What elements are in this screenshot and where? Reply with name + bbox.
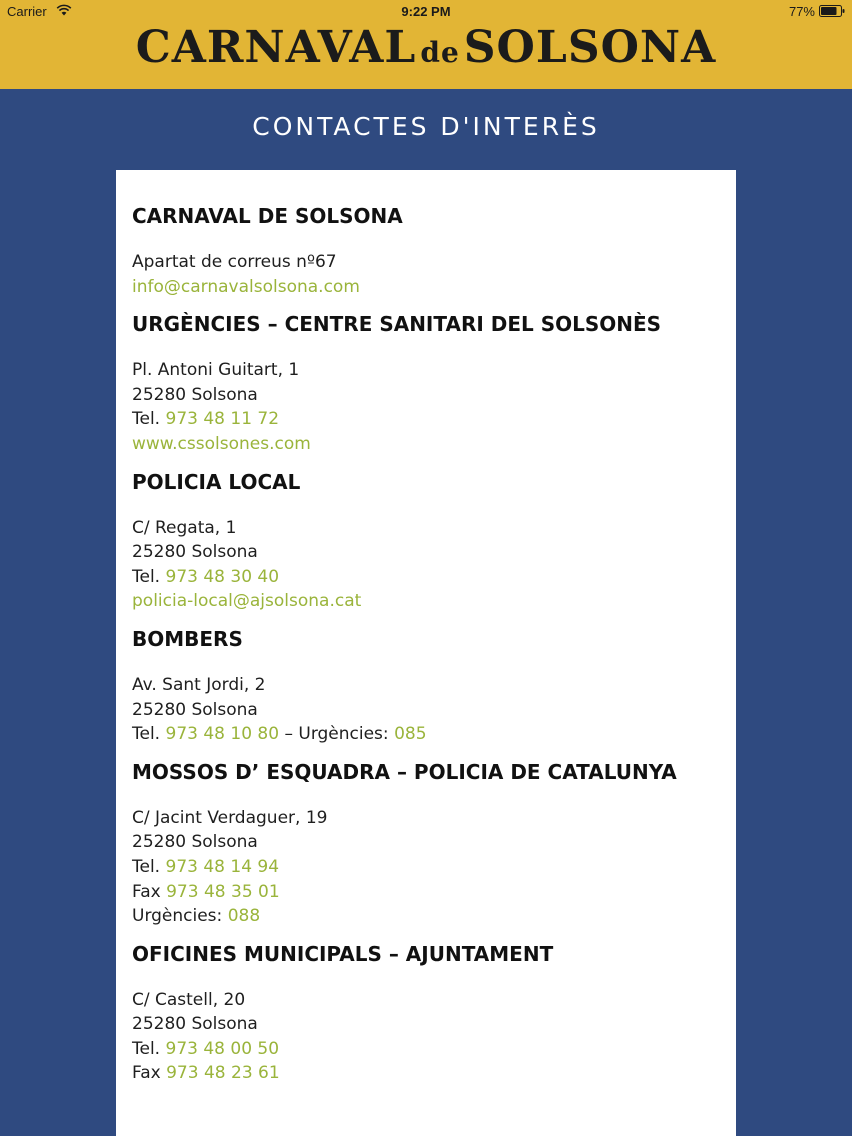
city-line: 25280 Solsona — [132, 542, 258, 563]
battery-percentage: 77% — [788, 4, 815, 19]
page-title: CONTACTES D'INTERÈS — [252, 112, 600, 141]
address-line: C/ Castell, 20 — [132, 989, 246, 1010]
contacts-card — [116, 170, 736, 1136]
fax-link[interactable]: 973 48 35 01 — [166, 881, 280, 902]
tel-label: Tel. — [132, 724, 161, 745]
contact-section-policia-local — [132, 467, 720, 614]
website-link[interactable]: www.cssolsones.com — [132, 433, 311, 454]
app-header — [0, 0, 852, 89]
carrier-label: Carrier — [7, 4, 47, 19]
logo-text-solsona: SOLSONA — [463, 22, 717, 73]
fax-link[interactable]: 973 48 23 61 — [166, 1063, 280, 1084]
address-line: Pl. Antoni Guitart, 1 — [132, 360, 300, 381]
phone-link[interactable]: 973 48 30 40 — [165, 566, 280, 587]
tel-label: Tel. — [132, 409, 161, 430]
fax-label: Fax — [132, 881, 161, 902]
section-title: CARNAVAL DE SOLSONA — [132, 204, 403, 228]
section-title: MOSSOS D’ ESQUADRA – POLICIA DE CATALUNYA — [132, 759, 677, 784]
section-title: POLICIA LOCAL — [132, 469, 301, 494]
contact-section-bombers — [132, 624, 720, 747]
section-title: BOMBERS — [132, 626, 243, 651]
section-title: URGÈNCIES – CENTRE SANITARI DEL SOLSONÈS — [132, 312, 662, 337]
emergency-phone-link[interactable]: 088 — [227, 906, 261, 927]
carnaval-logo — [0, 18, 852, 83]
contact-section-mossos — [132, 757, 720, 929]
city-line: 25280 Solsona — [132, 832, 258, 853]
city-line: 25280 Solsona — [132, 384, 258, 405]
address-line: Apartat de correus nº67 — [132, 252, 337, 272]
logo-text-de: de — [420, 36, 460, 69]
tel-label: Tel. — [132, 856, 161, 877]
logo-text-carnaval: CARNAVAL — [135, 22, 417, 73]
section-title: OFICINES MUNICIPALS – AJUNTAMENT — [132, 941, 554, 966]
clock: 9:22 PM — [401, 4, 451, 19]
fax-label: Fax — [132, 1063, 161, 1084]
emergency-phone-link[interactable]: 085 — [394, 724, 427, 745]
contact-section-carnaval — [132, 201, 720, 299]
tel-label: Tel. — [132, 566, 161, 587]
city-line: 25280 Solsona — [132, 1014, 258, 1035]
city-line: 25280 Solsona — [132, 699, 258, 720]
urgencies-label: – Urgències: — [284, 724, 389, 745]
address-line: C/ Jacint Verdaguer, 19 — [132, 807, 328, 828]
contact-section-ajuntament — [132, 939, 720, 1086]
email-link[interactable]: info@carnavalsolsona.com — [132, 276, 360, 297]
phone-link[interactable]: 973 48 14 94 — [165, 856, 280, 877]
phone-link[interactable]: 973 48 00 50 — [165, 1038, 280, 1059]
phone-link[interactable]: 973 48 11 72 — [165, 409, 280, 430]
urgencies-label: Urgències: — [132, 906, 223, 927]
battery-icon — [819, 5, 845, 17]
address-line: C/ Regata, 1 — [132, 517, 237, 538]
contact-section-urgencies — [132, 309, 720, 456]
tel-label: Tel. — [132, 1038, 161, 1059]
email-link[interactable]: policia-local@ajsolsona.cat — [132, 591, 362, 612]
address-line: Av. Sant Jordi, 2 — [132, 674, 266, 695]
phone-link[interactable]: 973 48 10 80 — [165, 724, 280, 745]
